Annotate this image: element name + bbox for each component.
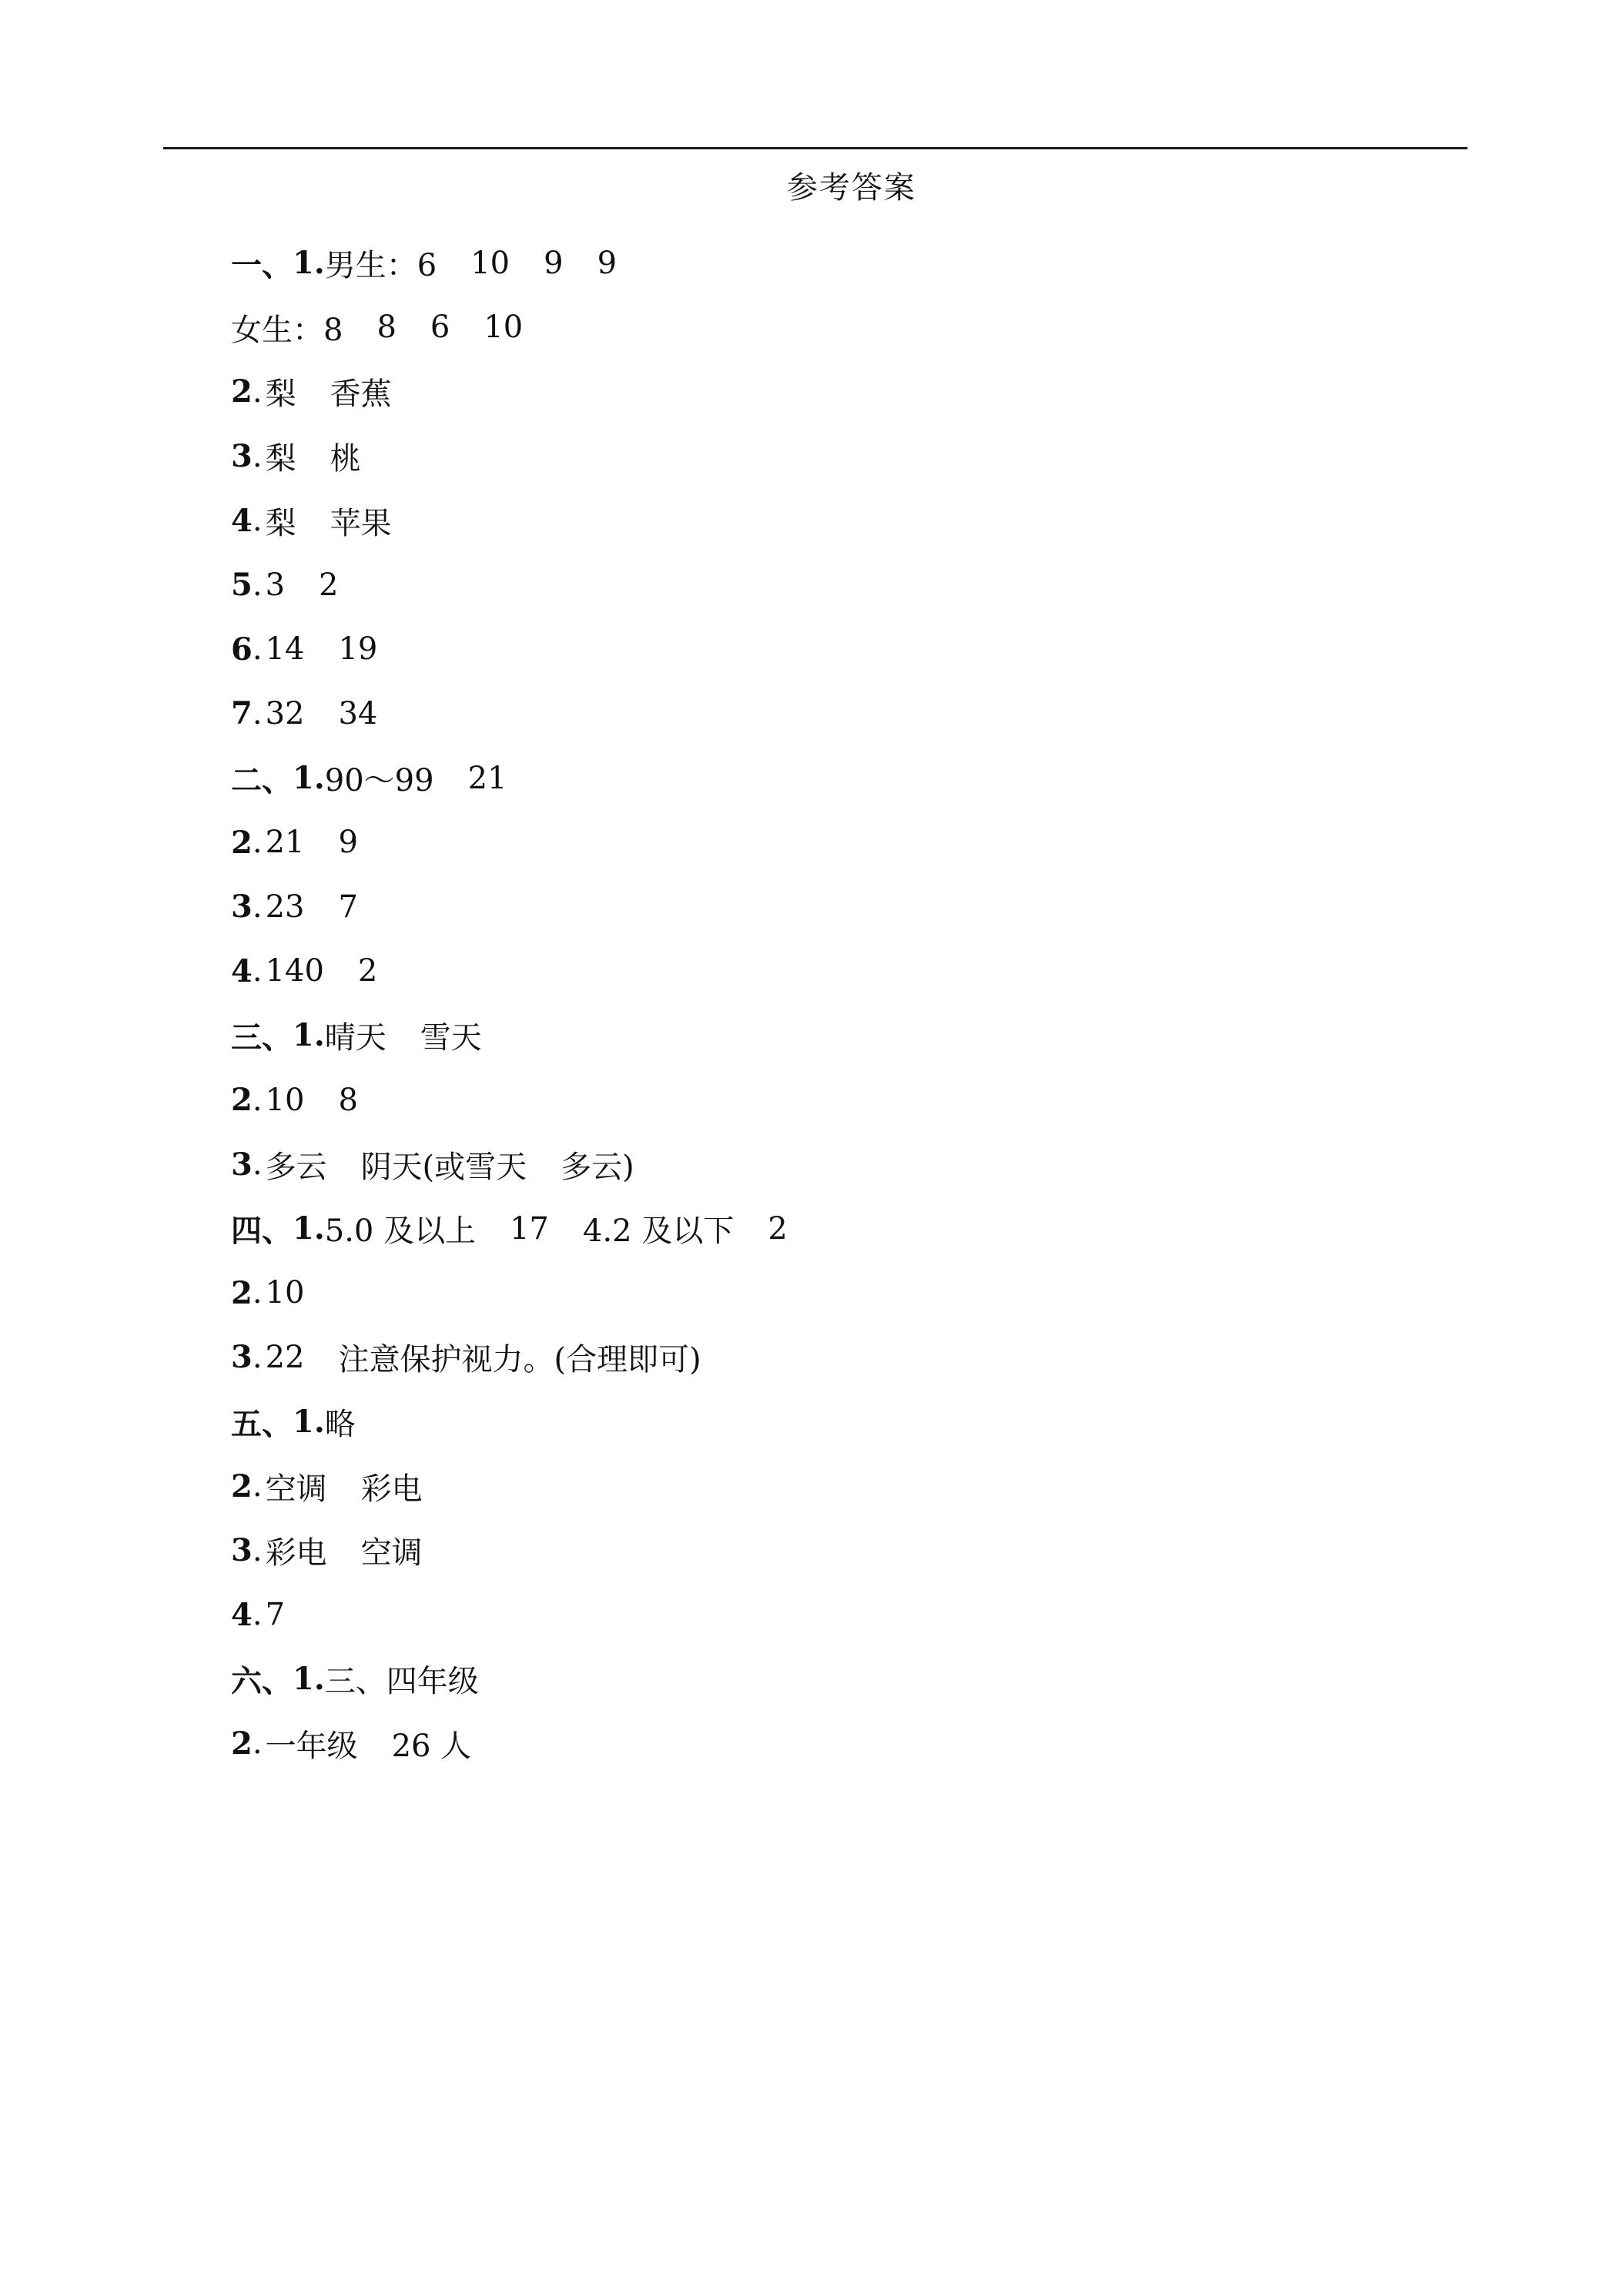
- answer-text: 彩电: [265, 1535, 327, 1571]
- answer-line: [231, 360, 1386, 424]
- answer-text: 女生：8: [231, 312, 343, 348]
- question-number: 1.: [293, 1403, 325, 1440]
- number-separator: .: [252, 1339, 263, 1375]
- answer-line: [231, 1518, 1386, 1583]
- number-separator: .: [252, 1275, 263, 1311]
- answer-line: [231, 1582, 1386, 1647]
- question-number: 6: [231, 631, 253, 668]
- top-rule: [163, 147, 1467, 149]
- answer-text: 7: [265, 1597, 286, 1633]
- number-separator: .: [252, 825, 263, 861]
- answer-line: [231, 231, 1386, 296]
- number-separator: .: [252, 438, 263, 474]
- answer-text: 香蕉: [330, 377, 392, 413]
- answer-text: 9: [597, 245, 617, 281]
- question-number: 1.: [293, 1017, 325, 1054]
- answer-text: 阴天(或雪天: [360, 1149, 527, 1185]
- number-separator: .: [252, 567, 263, 603]
- answer-text: 雪天: [420, 1020, 482, 1056]
- question-number: 2: [231, 824, 253, 861]
- question-number: 1.: [293, 760, 325, 797]
- answer-text: 17: [510, 1210, 549, 1247]
- number-separator: .: [252, 1597, 263, 1633]
- answer-text: 4.2 及以下: [583, 1213, 735, 1250]
- answer-line: [231, 1068, 1386, 1133]
- answer-text: 注意保护视力。(合理即可): [338, 1342, 701, 1378]
- question-number: 2: [231, 1082, 253, 1119]
- answer-text: 多云): [561, 1149, 634, 1185]
- number-separator: .: [252, 695, 263, 731]
- answer-text: 9: [544, 245, 564, 281]
- answer-line: [231, 296, 1386, 360]
- answer-text: 22: [265, 1339, 305, 1375]
- answer-line: [231, 1003, 1386, 1068]
- answer-line: [231, 681, 1386, 746]
- answer-line: [231, 1454, 1386, 1518]
- question-number: 2: [231, 1468, 253, 1504]
- answer-text: 苹果: [330, 505, 392, 541]
- question-number: 1.: [293, 245, 325, 282]
- answer-text: 空调: [265, 1471, 327, 1507]
- question-number: 4: [231, 1596, 253, 1633]
- answer-text: 23: [265, 889, 305, 925]
- answer-text: 32: [265, 695, 305, 731]
- question-number: 2: [231, 1274, 253, 1311]
- answer-text: 桃: [330, 441, 361, 477]
- number-separator: .: [252, 1532, 263, 1568]
- answer-line: [231, 1647, 1386, 1712]
- answer-line: [231, 1132, 1386, 1197]
- answer-text: 2: [768, 1210, 788, 1247]
- answer-text: 男生：6: [324, 248, 437, 284]
- answer-text: 9: [338, 825, 358, 861]
- answer-text: 10: [265, 1275, 305, 1311]
- section-marker: 四、: [231, 1213, 293, 1250]
- answer-text: 8: [338, 1082, 358, 1118]
- question-number: 2: [231, 373, 253, 410]
- answer-text: 晴天: [324, 1020, 387, 1056]
- answer-text: 26 人: [391, 1728, 472, 1764]
- answer-text: 梨: [265, 441, 296, 477]
- answer-line: [231, 1712, 1386, 1776]
- answer-text: 三、四年级: [324, 1664, 479, 1700]
- answer-text: 10: [484, 310, 524, 346]
- answer-text: 21: [265, 825, 305, 861]
- answer-text: 一年级: [265, 1728, 358, 1764]
- answer-text: 7: [338, 889, 358, 925]
- section-marker: 一、: [231, 247, 293, 284]
- question-number: 3: [231, 1532, 253, 1569]
- answer-text: 空调: [360, 1535, 423, 1571]
- question-number: 4: [231, 502, 253, 539]
- answer-line: [231, 875, 1386, 939]
- page-title: 参考答案: [787, 170, 916, 206]
- question-number: 3: [231, 438, 253, 475]
- answer-line: [231, 939, 1386, 1004]
- answer-line: [231, 1261, 1386, 1326]
- answer-list: [231, 231, 1386, 1776]
- question-number: 2: [231, 1725, 253, 1762]
- answer-text: 34: [338, 695, 378, 731]
- answer-text: 彩电: [360, 1471, 423, 1507]
- question-number: 7: [231, 695, 253, 732]
- answer-text: 2: [357, 953, 378, 989]
- answer-text: 90～99: [324, 763, 434, 799]
- question-number: 3: [231, 1146, 253, 1183]
- question-number: 1.: [293, 1210, 325, 1247]
- section-marker: 五、: [231, 1405, 293, 1442]
- answer-text: 19: [338, 631, 378, 668]
- answer-line: [231, 1390, 1386, 1454]
- answer-text: 略: [324, 1406, 356, 1442]
- number-separator: .: [252, 503, 263, 539]
- answer-text: 梨: [265, 505, 296, 541]
- answer-text: 140: [265, 953, 324, 989]
- number-separator: .: [252, 889, 263, 925]
- section-marker: 三、: [231, 1019, 293, 1056]
- number-separator: .: [252, 373, 263, 410]
- answer-line: [231, 1325, 1386, 1390]
- answer-line: [231, 810, 1386, 875]
- answer-line: [231, 1197, 1386, 1261]
- answer-text: 多云: [265, 1149, 327, 1185]
- section-marker: 二、: [231, 762, 293, 799]
- answer-line: [231, 488, 1386, 553]
- question-number: 4: [231, 952, 253, 989]
- answer-text: 梨: [265, 377, 296, 413]
- answer-text: 14: [265, 631, 305, 668]
- number-separator: .: [252, 1146, 263, 1183]
- number-separator: .: [252, 953, 263, 989]
- number-separator: .: [252, 1468, 263, 1504]
- answer-line: [231, 746, 1386, 811]
- number-separator: .: [252, 631, 263, 668]
- question-number: 3: [231, 1339, 253, 1376]
- answer-line: [231, 553, 1386, 618]
- answer-text: 5.0 及以上: [324, 1213, 477, 1250]
- answer-line: [231, 424, 1386, 489]
- answer-text: 21: [467, 760, 507, 796]
- answer-text: 10: [265, 1082, 305, 1118]
- number-separator: .: [252, 1082, 263, 1118]
- answer-text: 3: [265, 567, 286, 603]
- answer-line: [231, 618, 1386, 682]
- answer-text: 6: [430, 310, 450, 346]
- question-number: 5: [231, 567, 253, 604]
- section-marker: 六、: [231, 1663, 293, 1700]
- question-number: 1.: [293, 1661, 325, 1698]
- answer-text: 2: [319, 567, 339, 603]
- answer-text: 8: [376, 310, 397, 346]
- number-separator: .: [252, 1725, 263, 1762]
- question-number: 3: [231, 889, 253, 925]
- answer-text: 10: [470, 245, 510, 281]
